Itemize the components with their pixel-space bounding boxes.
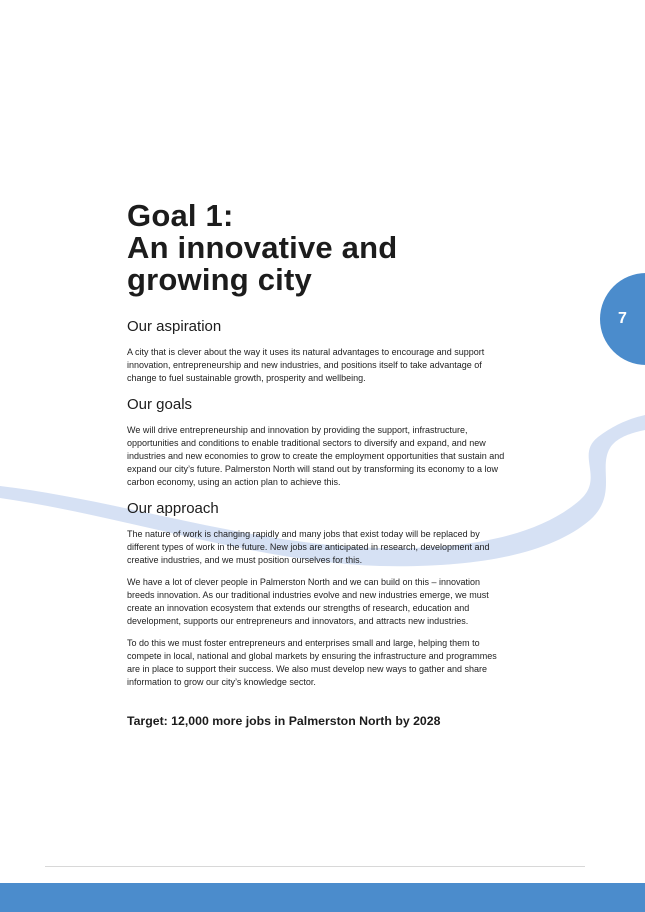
aspiration-heading: Our aspiration — [127, 318, 222, 335]
aspiration-section — [127, 318, 507, 385]
approach-paragraph-3: To do this we must foster entrepreneurs and enterprises small and large, helping them to compete in local, national and global markets by ensuring the infrastructure and programmes are in place to support their success. We also must develop new ways to gather and share information to grow our city’s knowledge sector. — [127, 638, 497, 687]
approach-heading: Our approach — [127, 500, 219, 517]
title-line-2: An innovative and — [127, 230, 398, 265]
page-number: 7 — [618, 310, 627, 327]
title-line-3: growing city — [127, 262, 312, 297]
footer-divider — [45, 866, 585, 867]
approach-section — [127, 500, 507, 689]
page-title — [127, 200, 507, 296]
goals-section — [127, 396, 507, 489]
title-line-1: Goal 1: — [127, 198, 234, 233]
approach-paragraph-2: We have a lot of clever people in Palmerston North and we can build on this – innovation breeds innovation. As our traditional industries evolve and new industries emerge, we must create an innovation ecosystem that extends our strengths of research, education and development, supports our entrepreneurs and innovators, and attracts new industries. — [127, 577, 489, 626]
aspiration-paragraph: A city that is clever about the way it uses its natural advantages to encourage and support innovation, entrepreneurship and new industries, and positions itself to take advantage of change to fuel sustainable growth, prosperity and wellbeing. — [127, 347, 485, 383]
goals-heading: Our goals — [127, 396, 193, 413]
main-content — [127, 200, 507, 729]
approach-paragraph-1: The nature of work is changing rapidly and many jobs that exist today will be replaced by different types of work in the future. New jobs are anticipated in research, development and creative industries, and we must position ourselves for this. — [127, 529, 490, 565]
target-statement: Target: 12,000 more jobs in Palmerston North by 2028 — [127, 714, 441, 728]
footer-band — [0, 883, 645, 912]
goals-paragraph: We will drive entrepreneurship and innovation by providing the support, infrastructure, opportunities and conditions to enable traditional sectors to diversify and expand, and new industries and new economies to grow to create the employment opportunities that sustain and expand our city’s future. Palmerston North will stand out by transforming its economy to a low carbon economy, using an action plan to achieve this. — [127, 425, 505, 487]
